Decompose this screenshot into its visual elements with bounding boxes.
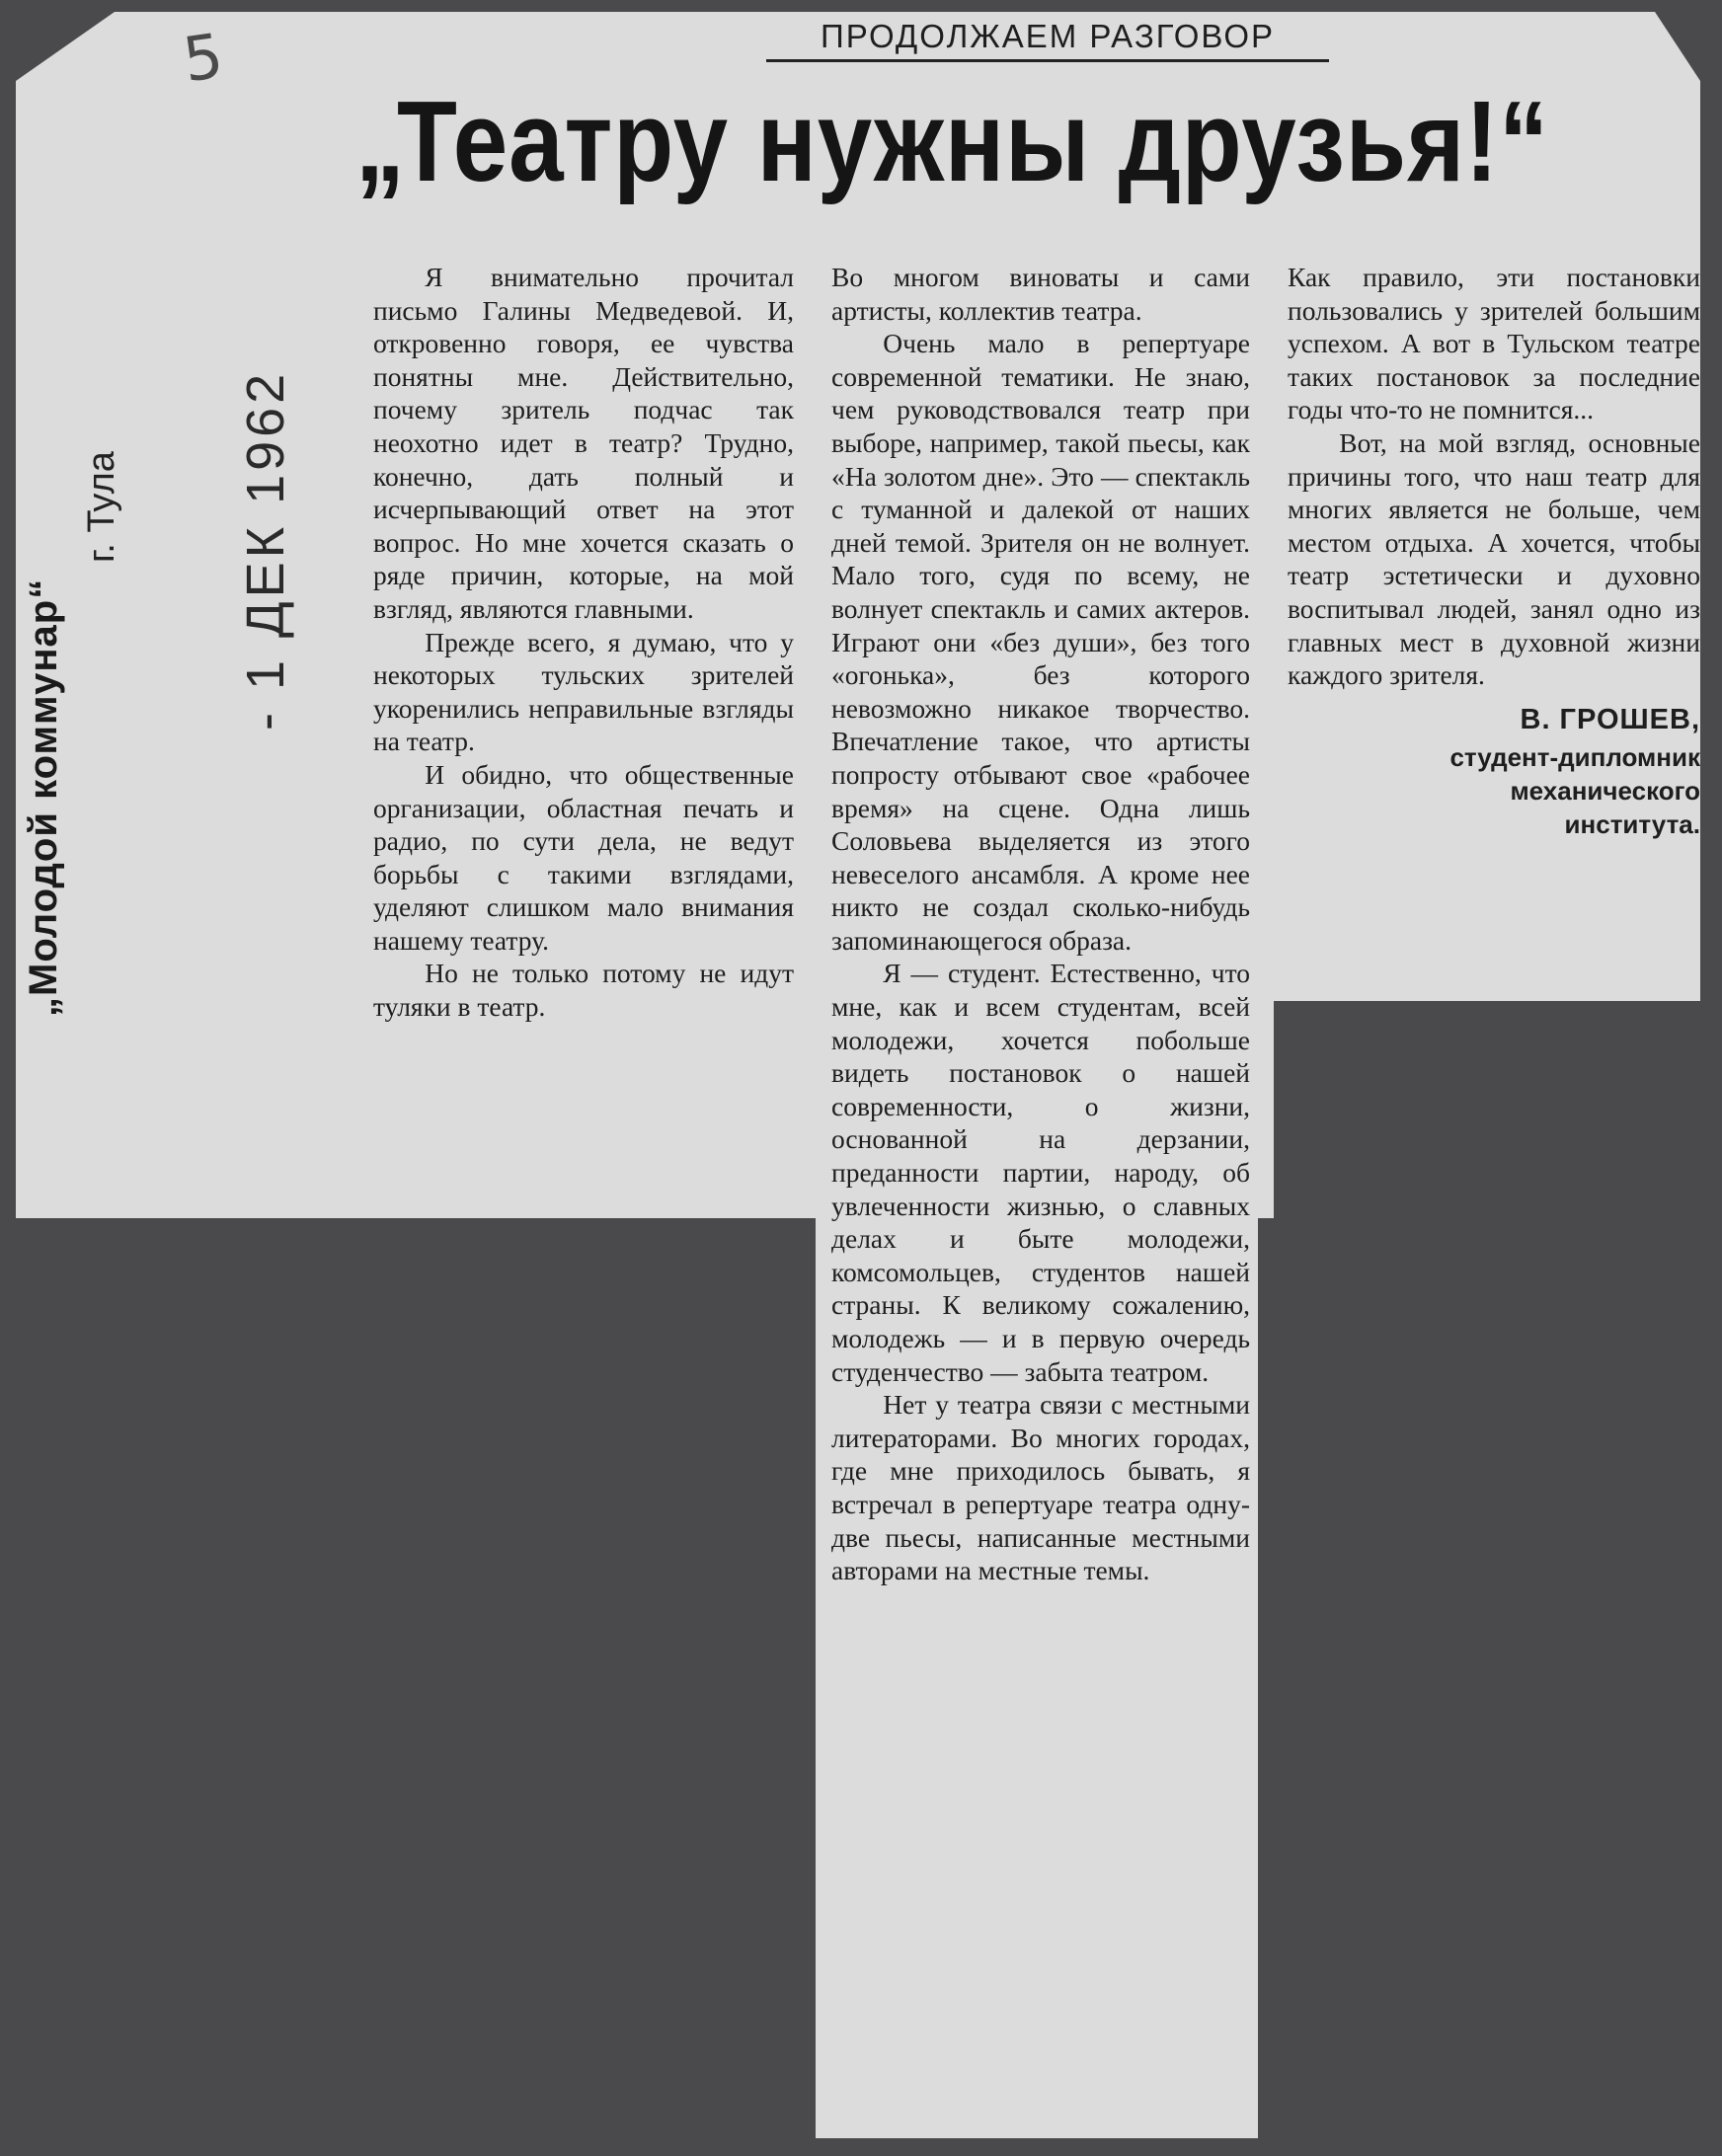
paragraph: Я внимательно прочитал письмо Галины Медведевой. И, откровенно говоря, ее чувства понятны мне. Действительно, почему зритель подчас так неохотно идет в театр? Трудно, конечно, дать полный и исчерпывающий ответ на этот вопрос. Но мне хочется сказать о ряде причин, которые, на мой взгляд, являются главными.	[373, 262, 794, 624]
headline: „Театру нужны друзья!“	[355, 77, 1549, 205]
paragraph: Во многом виноваты и сами артисты, коллектив театра.	[831, 262, 1250, 326]
city-label: г. Тула	[81, 451, 122, 563]
author-role-line: института.	[1564, 809, 1700, 840]
article-column-3	[1288, 261, 1700, 841]
pencil-mark: 5	[179, 19, 228, 97]
article-column-2	[831, 261, 1250, 1587]
author-role-line: механического	[1510, 776, 1700, 807]
paragraph: Я — студент. Естественно, что мне, как и всем студентам, всей молодежи, хочется побольше видеть постановок о нашей современности, о жизни, основанной на дерзании, преданности партии, народу, об увлеченности жизнью, о славных делах и быте молодежи, комсомольцев, студентов нашей страны. К великому сожалению, молодежь — и в первую очередь студенчество — забыта театром.	[831, 958, 1250, 1387]
author-role	[1288, 740, 1700, 841]
rubric-heading: ПРОДОЛЖАЕМ РАЗГОВОР	[766, 18, 1329, 62]
newspaper-name: „Молодой коммунар“	[22, 578, 65, 1017]
paragraph: Очень мало в репертуаре современной тематики. Не знаю, чем руководствовался театр при выборе, например, такой пьесы, как «На золотом дне». Это — спектакль с туманной и далекой от наших дней темой. Зрителя он не волнует. Мало того, судя по всему, не волнует спектакль и самих актеров. Играют они «без души», без того «огонька», без которого невозможно никакое творчество. Впечатление такое, что артисты попросту отбывают свое «рабочее время» на сцене. Одна лишь Соловьева выделяется из этого невеселого ансамбля. А кроме нее никто не создал сколько-нибудь запоминающегося образа.	[831, 328, 1250, 956]
paragraph: Но не только потому не идут туляки в театр.	[373, 958, 794, 1023]
paragraph: Нет у театра связи с местными литераторами. Во многих городах, где мне приходилось бывать, я встречал в репертуаре театра одну-две пьесы, написанные местными авторами на местные темы.	[831, 1389, 1250, 1586]
date-stamp: - 1 ДЕК 1962	[236, 369, 295, 731]
author-name: В. ГРОШЕВ,	[1520, 703, 1700, 735]
paragraph: Как правило, эти постановки пользовались у зрителей большим успехом. А вот в Тульском театре таких постановок за последние годы что-то не помнится...	[1288, 262, 1700, 425]
author-role-line: студент-дипломник	[1449, 742, 1700, 773]
paragraph: Вот, на мой взгляд, основные причины того, что наш театр для многих является не больше, чем местом отдыха. А хочется, чтобы театр эстетически и духовно воспитывал людей, занял одно из главных мест в духовной жизни каждого зрителя.	[1288, 426, 1700, 691]
article-column-1	[373, 261, 794, 1024]
paragraph: Прежде всего, я думаю, что у некоторых тульских зрителей укоренились неправильные взгляды на театр.	[373, 626, 794, 757]
paragraph: И обидно, что общественные организации, областная печать и радио, по сути дела, не ведут борьбы с такими взглядами, уделяют слишком мало внимания нашему театру.	[373, 758, 794, 956]
